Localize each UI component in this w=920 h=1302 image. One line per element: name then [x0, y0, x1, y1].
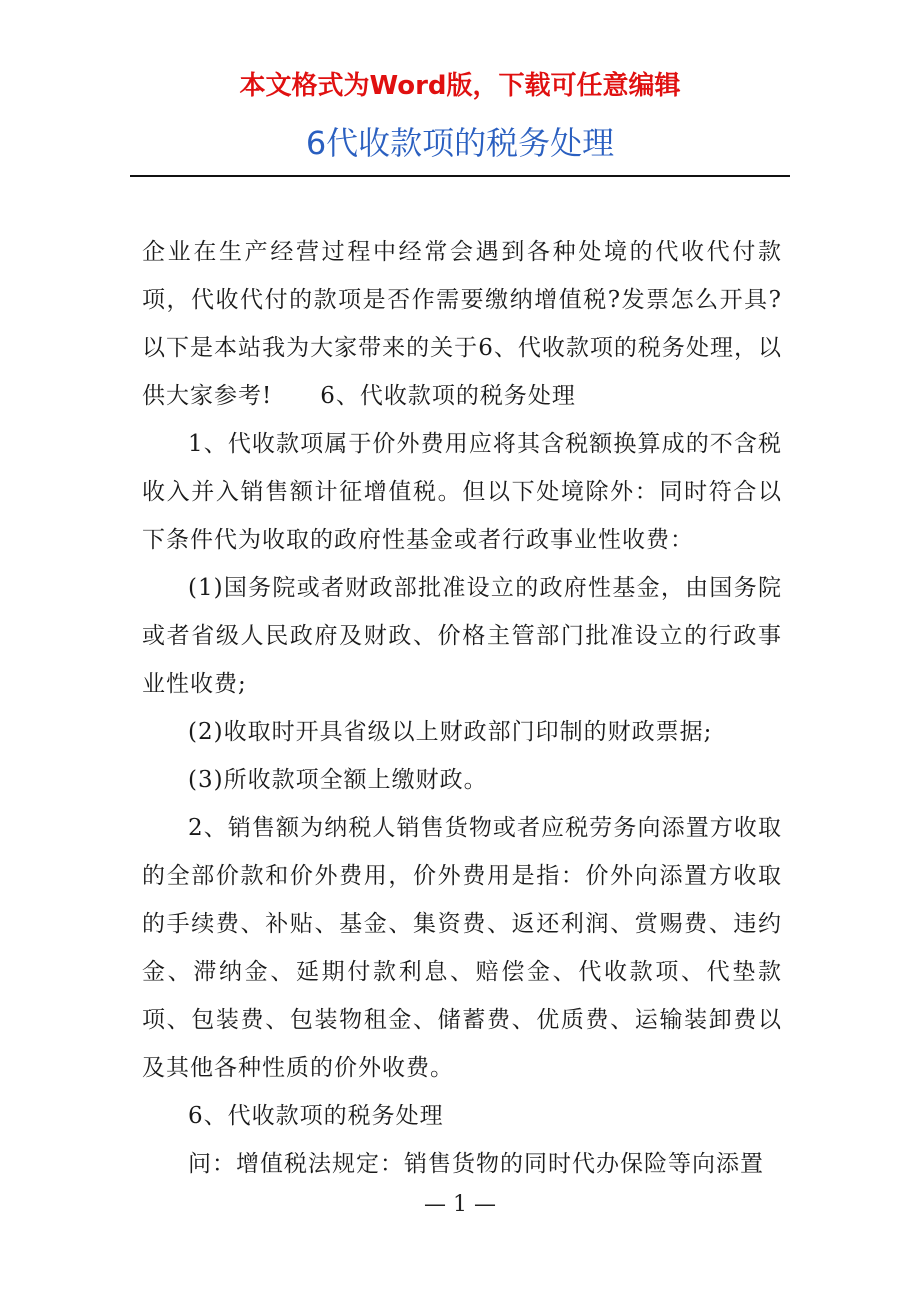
paragraph-item-2: (2)收取时开具省级以上财政部门印制的财政票据;	[188, 719, 713, 745]
document-title: 6代收款项的税务处理	[305, 124, 615, 162]
page-number: — 1 —	[424, 1192, 496, 1217]
paragraph-item-3: (3)所收款项全额上缴财政。	[188, 767, 488, 793]
paragraph-item-1: (1)国务院或者财政部批准设立的政府性基金，由国务院或者省级人民政府及财政、价格主管部门批准设立的行政事业性收费;	[142, 575, 782, 697]
title-divider	[130, 175, 790, 177]
document-body	[142, 228, 782, 1188]
paragraph-question: 问：增值税法规定：销售货物的同时代办保险等向添置	[188, 1151, 764, 1177]
paragraph-section-1: 1、代收款项属于价外费用应将其含税额换算成的不含税收入并入销售额计征增值税。但以下处境除外：同时符合以下条件代为收取的政府性基金或者行政事业性收费：	[142, 431, 782, 553]
intro-paragraph: 企业在生产经营过程中经常会遇到各种处境的代收代付款项，代收代付的款项是否作需要缴纳增值税?发票怎么开具?以下是本站我为大家带来的关于6、代收款项的税务处理，以供大家参考! 6、代收款项的税务处理	[142, 239, 782, 409]
subheading: 6、代收款项的税务处理	[188, 1103, 444, 1129]
format-notice-banner: 本文格式为Word版，下载可任意编辑	[239, 71, 681, 101]
paragraph-section-2: 2、销售额为纳税人销售货物或者应税劳务向添置方收取的全部价款和价外费用，价外费用是指：价外向添置方收取的手续费、补贴、基金、集资费、返还利润、赏赐费、违约金、滞纳金、延期付款利息、赔偿金、代收款项、代垫款项、包装费、包装物租金、储蓄费、优质费、运输装卸费以及其他各种性质的价外收费。	[142, 815, 782, 1081]
